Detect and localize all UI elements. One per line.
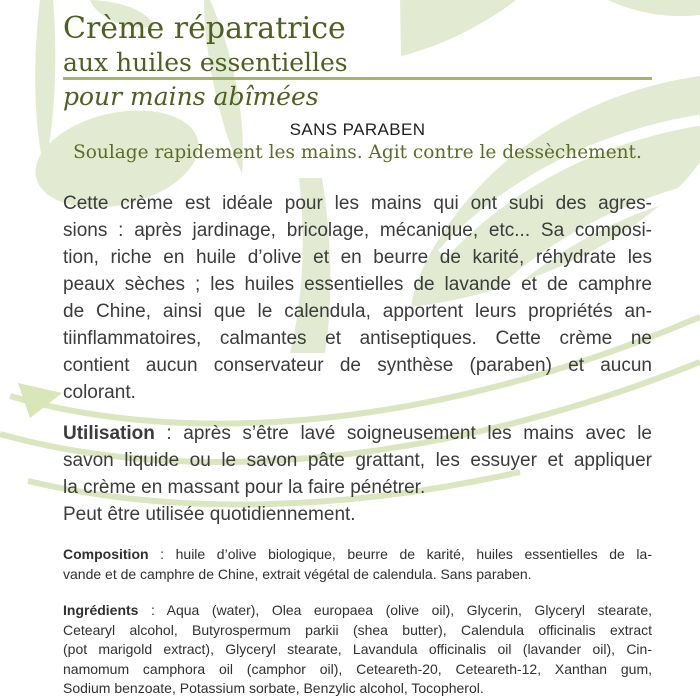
- text-line: savon liquide ou le savon pâte grattant, les essuyer et appliquer: [63, 450, 652, 471]
- text-line: tion, riche en huile d’olive et en beurre de karité, réhydrate les: [63, 247, 652, 268]
- composition-line-rest: : huile d’olive biologique, beurre de karité, huiles essentielles de la-: [148, 546, 652, 562]
- ingredients-lead-label: Ingrédients: [63, 602, 139, 618]
- sans-paraben-banner: SANS PARABEN: [289, 120, 426, 139]
- text-line: Peut être utilisée quotidiennement.: [63, 504, 356, 525]
- product-subtitle-secondary: pour mains abîmées: [63, 82, 319, 111]
- usage-lead-label: Utilisation: [63, 423, 155, 444]
- usage-paragraph: [63, 420, 652, 528]
- text-line: contient aucun conservateur de synthèse (paraben) et aucun: [63, 355, 652, 376]
- text-line: peaux sèches ; les huiles essentielles de lavande et de camphre: [63, 274, 652, 295]
- ingredients-paragraph: [63, 601, 652, 699]
- text-line: namomum camphora oil (camphor oil), Ceteareth-20, Ceteareth-12, Xanthan gum,: [63, 660, 652, 677]
- text-line: Cetearyl alcohol, Butyrospermum parkii (shea butter), Calendula officinalis extract: [63, 621, 652, 638]
- ingredients-line-rest: : Aqua (water), Olea europaea (olive oil), Glycerin, Glyceryl stearate,: [138, 602, 652, 618]
- text-line: (pot marigold extract), Glyceryl stearate, Lavandula officinalis oil (lavander oil), Cin-: [63, 641, 652, 657]
- text-line: [63, 420, 652, 447]
- text-line: tiinflammatoires, calmantes et antiseptiques. Cette crème ne: [63, 328, 652, 349]
- subtitle-underline-rule: [63, 49, 652, 80]
- text-line: sions : après jardinage, bricolage, mécanique, etc... Sa composi-: [63, 220, 652, 241]
- text-line: colorant.: [63, 382, 136, 403]
- product-title: Crème réparatrice: [63, 11, 346, 46]
- composition-lead-label: Composition: [63, 546, 149, 562]
- text-line: vande et de camphre de Chine, extrait végétal de calendula. Sans paraben.: [63, 565, 532, 582]
- text-line: [63, 545, 652, 565]
- text-line: Sodium benzoate, Potassium sorbate, Benzylic alcohol, Tocopherol.: [63, 680, 484, 696]
- text-line: la crème en massant pour la faire pénétrer.: [63, 477, 426, 498]
- composition-paragraph: [63, 545, 652, 584]
- product-tagline: Soulage rapidement les mains. Agit contre le dessèchement.: [73, 142, 642, 163]
- text-line: de Chine, ainsi que le calendula, apportent leurs propriétés an-: [63, 301, 652, 322]
- description-paragraph: [63, 190, 652, 406]
- usage-line-rest: : après s’être lavé soigneusement les mains avec le: [154, 423, 652, 444]
- product-subtitle: aux huiles essentielles: [63, 48, 348, 77]
- text-line: [63, 601, 652, 621]
- text-line: Cette crème est idéale pour les mains qui ont subi des agres-: [63, 193, 652, 214]
